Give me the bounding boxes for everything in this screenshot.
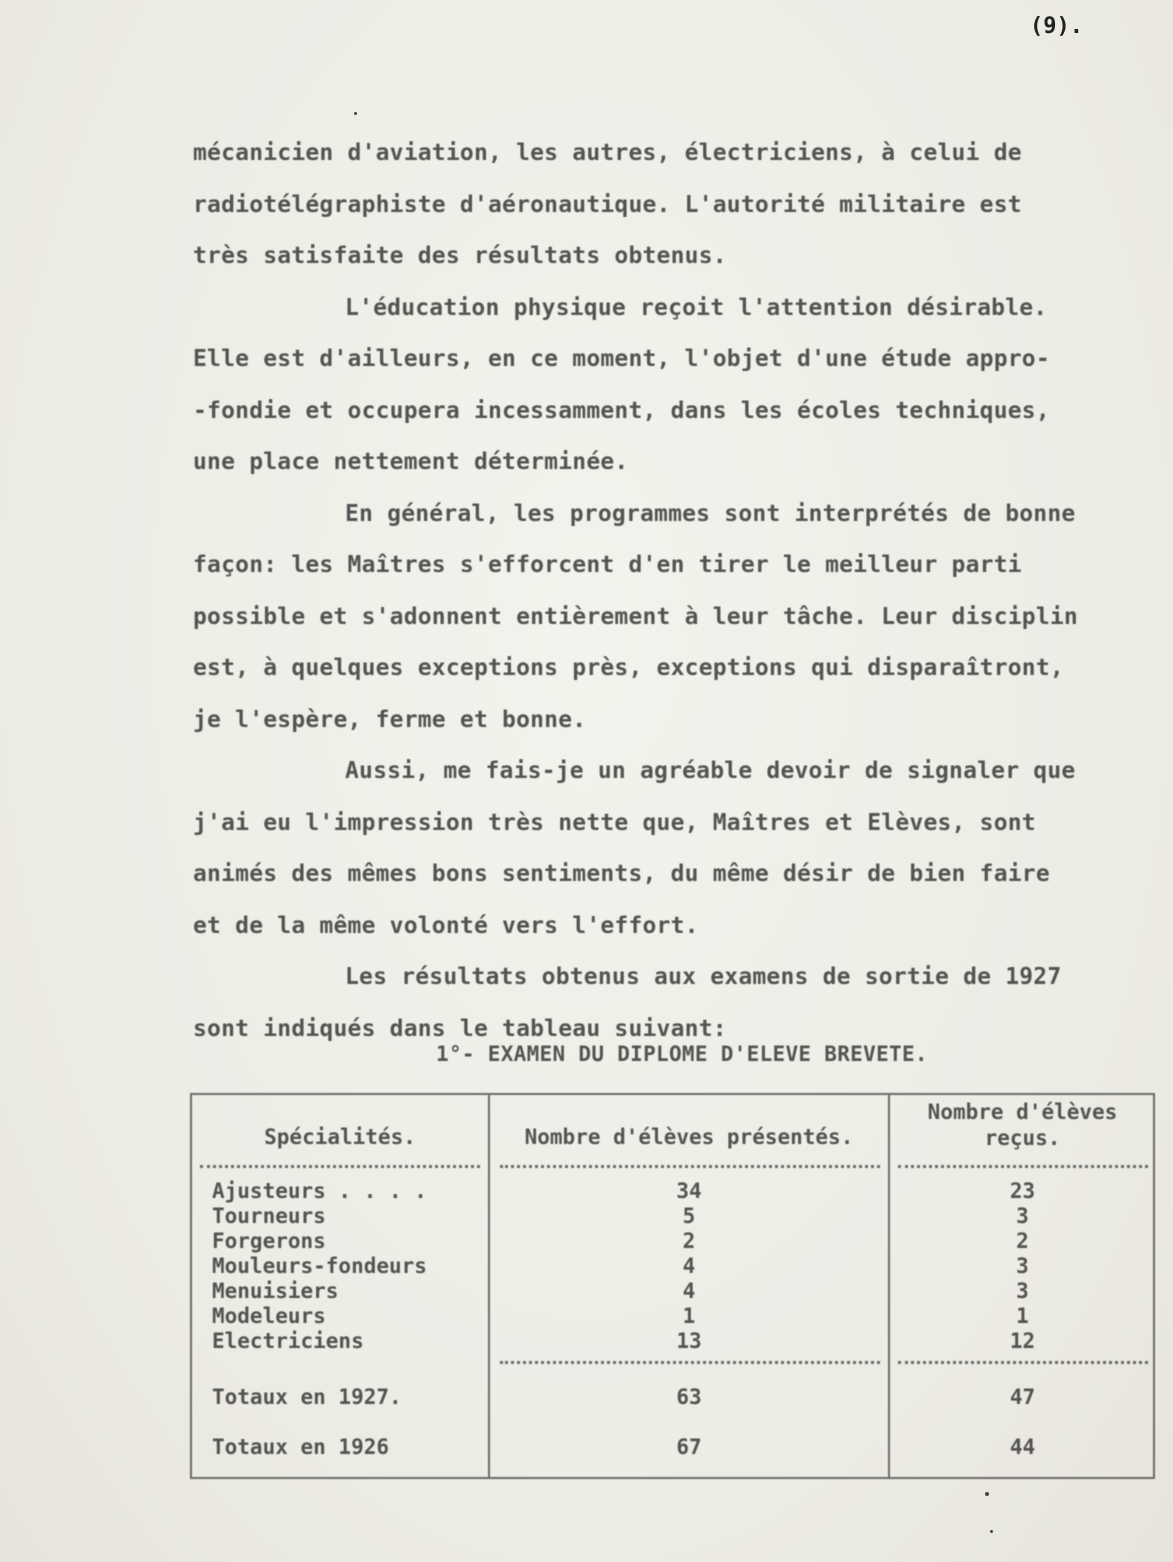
specialites-column	[212, 1179, 482, 1354]
text-line: L'éducation physique reçoit l'attention désirable.	[345, 294, 1048, 321]
table-cell: 34	[676, 1179, 702, 1203]
header-separator	[500, 1165, 880, 1168]
table-cell: 3	[1016, 1254, 1029, 1278]
header-presentes: Nombre d'élèves présentés.	[524, 1125, 854, 1149]
totals-label: Totaux en 1927.	[212, 1385, 402, 1409]
text-line: Elle est d'ailleurs, en ce moment, l'objet d'une étude appro-	[193, 346, 1050, 372]
text-line: je l'espère, ferme et bonne.	[193, 706, 587, 733]
table-cell: 3	[1016, 1204, 1029, 1228]
text-line: et de la même volonté vers l'effort.	[193, 912, 699, 939]
page-number: (9).	[1030, 14, 1083, 39]
text-line: possible et s'adonnent entièrement à leur tâche. Leur disciplin	[193, 603, 1078, 630]
table-cell: 12	[1009, 1329, 1036, 1353]
table-cell: Menuisiers	[212, 1279, 339, 1303]
table-cell: 3	[1016, 1279, 1029, 1303]
totals-label: Totaux en 1926	[212, 1435, 390, 1459]
body-text	[193, 128, 1133, 1055]
totals-presentes: 67	[676, 1435, 702, 1459]
text-line: une place nettement déterminée.	[193, 449, 629, 475]
text-line: façon: les Maîtres s'efforcent d'en tirer le meilleur parti	[193, 552, 1022, 578]
table-cell: Tourneurs	[212, 1204, 326, 1228]
table-title: 1°- EXAMEN DU DIPLOME D'ELEVE BREVETE.	[436, 1042, 928, 1066]
table-cell: 2	[682, 1229, 696, 1253]
table-cell: Ajusteurs . . . .	[212, 1179, 427, 1203]
header-recus-line2: reçus.	[984, 1126, 1061, 1150]
table-cell: Modeleurs	[212, 1304, 326, 1328]
table-cell: Electriciens	[212, 1329, 364, 1353]
totals-separator	[898, 1361, 1148, 1364]
paper-speck	[354, 112, 357, 115]
table-cell: 23	[1009, 1179, 1036, 1203]
header-separator	[200, 1165, 480, 1168]
text-line: En général, les programmes sont interprétés de bonne	[345, 500, 1076, 527]
table-cell: Forgerons	[212, 1229, 326, 1253]
text-line: Les résultats obtenus aux examens de sortie de 1927	[345, 964, 1062, 990]
recus-column	[890, 1179, 1155, 1354]
text-line: animés des mêmes bons sentiments, du même désir de bien faire	[193, 861, 1050, 887]
totals-presentes: 63	[676, 1385, 702, 1409]
table-cell: 13	[676, 1329, 702, 1353]
text-line: très satisfaite des résultats obtenus.	[193, 243, 727, 269]
table-cell: 4	[682, 1254, 696, 1278]
presentes-column	[490, 1179, 888, 1354]
text-line: mécanicien d'aviation, les autres, électriciens, à celui de	[193, 140, 1022, 166]
results-table	[190, 1093, 1155, 1479]
paper-speck	[985, 1492, 989, 1496]
table-cell: 5	[682, 1204, 696, 1228]
table-cell: Mouleurs-fondeurs	[212, 1254, 427, 1278]
table-cell: 4	[682, 1279, 696, 1303]
header-separator	[898, 1165, 1148, 1168]
header-recus	[890, 1099, 1155, 1151]
table-cell: 1	[1016, 1304, 1029, 1328]
text-line: radiotélégraphiste d'aéronautique. L'autorité militaire est	[193, 191, 1022, 218]
table-cell: 2	[1016, 1229, 1029, 1253]
text-line: Aussi, me fais-je un agréable devoir de signaler que	[345, 758, 1076, 784]
text-line: -fondie et occupera incessamment, dans les écoles techniques,	[193, 397, 1050, 424]
text-line: est, à quelques exceptions près, exceptions qui disparaîtront,	[193, 655, 1064, 681]
header-recus-line1: Nombre d'élèves	[927, 1100, 1118, 1124]
text-line: sont indiqués dans le tableau suivant:	[193, 1015, 727, 1042]
totals-recus: 44	[1009, 1435, 1036, 1459]
totals-separator	[500, 1361, 880, 1364]
paper-speck	[990, 1530, 993, 1533]
totals-recus: 47	[1009, 1385, 1036, 1409]
text-line: j'ai eu l'impression très nette que, Maîtres et Elèves, sont	[193, 809, 1036, 836]
table-cell: 1	[682, 1304, 696, 1328]
header-specialites: Spécialités.	[264, 1125, 416, 1149]
